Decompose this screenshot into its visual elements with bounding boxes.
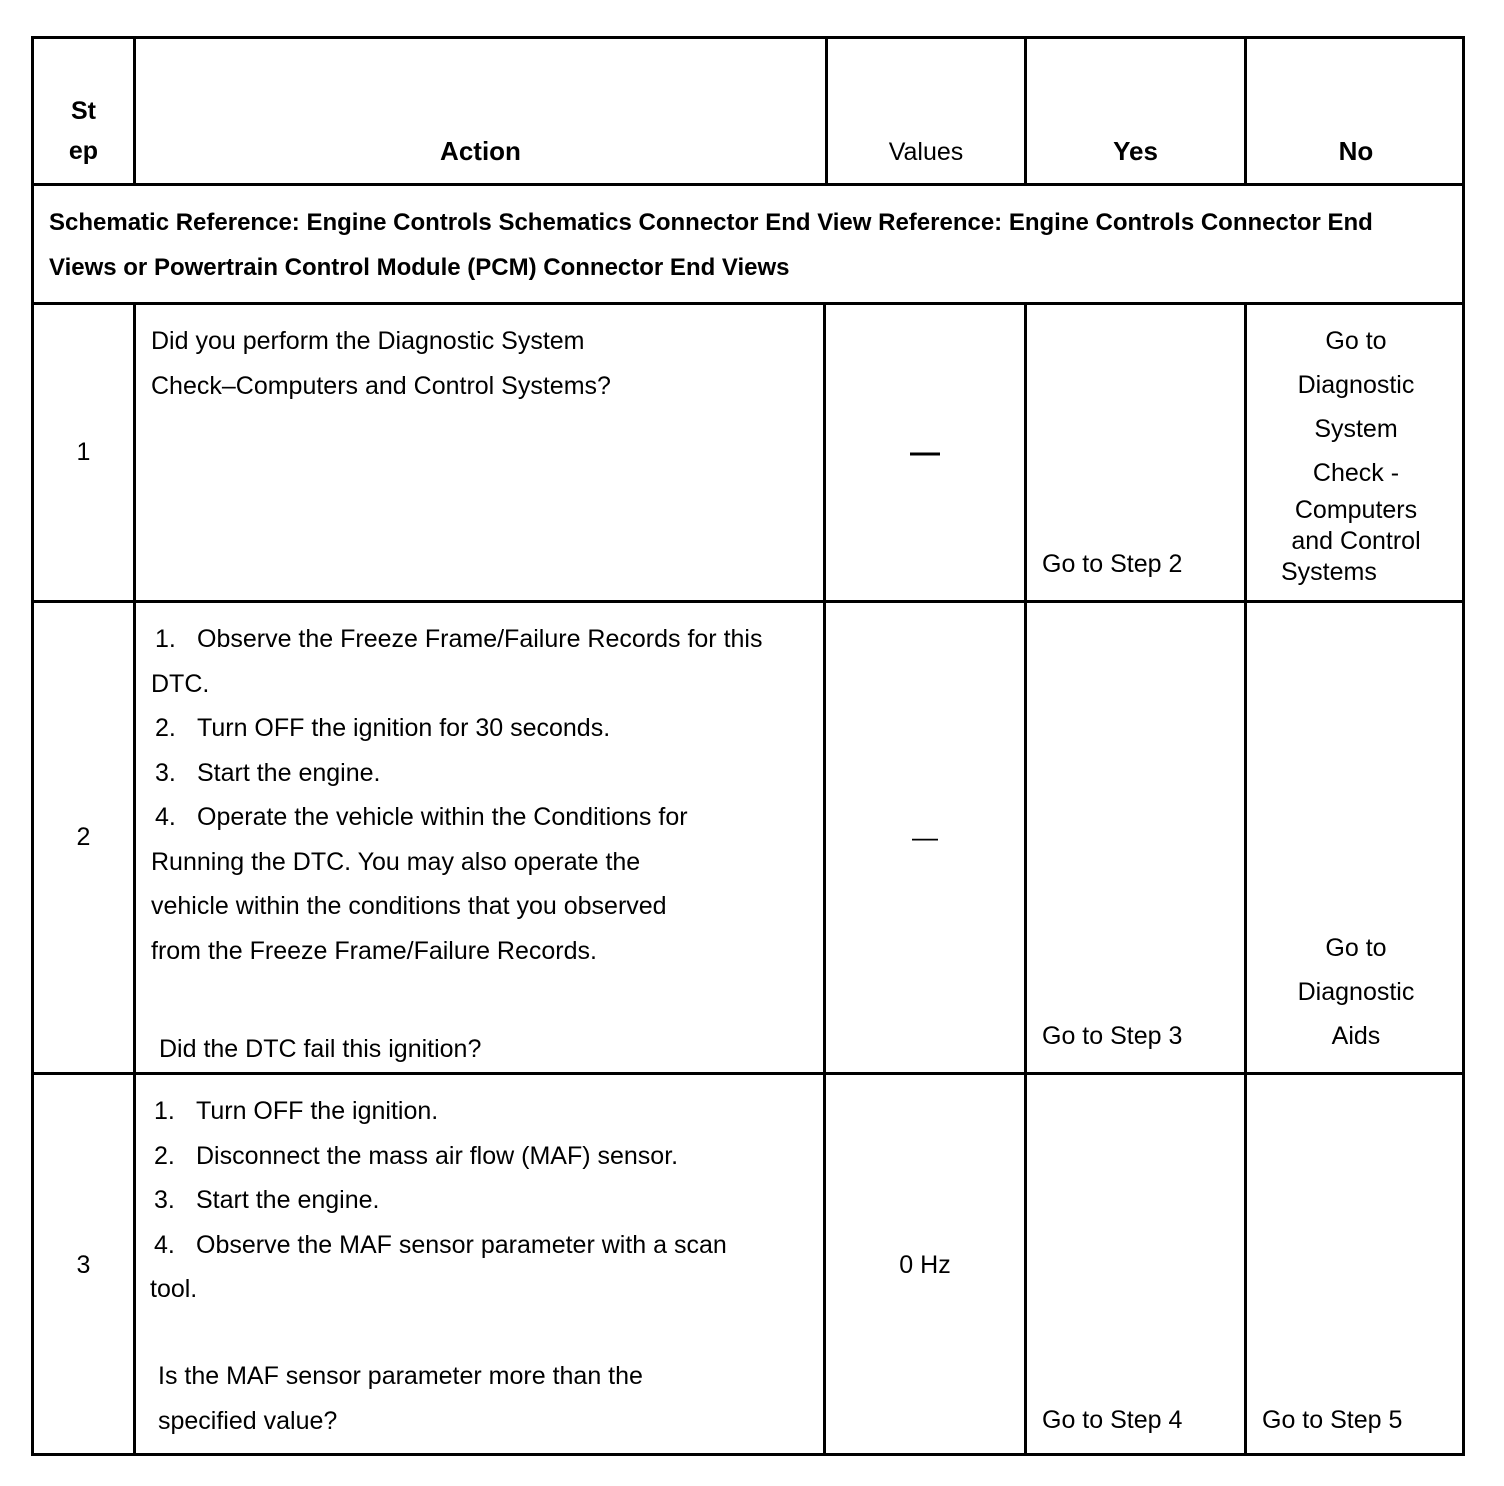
header-action-label: Action — [440, 136, 521, 166]
row2-yes — [1027, 603, 1244, 1072]
row2-no-line: Aids — [1331, 1022, 1381, 1050]
header-step — [34, 39, 133, 183]
row1-no-line: Computers — [1294, 496, 1418, 524]
schematic-reference: Schematic Reference: Engine Controls Schematics Connector End View Reference: Engine Controls Connector End Views or Powertrain Control Module (PCM) Connector End Views — [49, 209, 1373, 281]
list-item: 1. Observe the Freeze Frame/Failure Records for this DTC. — [151, 625, 763, 698]
row2-action — [136, 603, 823, 1072]
list-item: 4. Operate the vehicle within the Conditions for Running the DTC. You may also operate the vehicle within the conditions that you observed from the Freeze Frame/Failure Records. — [151, 803, 688, 965]
list-item-text: Observe the Freeze Frame/Failure Records for this DTC. — [151, 625, 763, 698]
header-action — [136, 39, 825, 183]
list-item: 4. Observe the MAF sensor parameter with a scan tool. — [150, 1230, 727, 1303]
row1-no-line: Systems — [1281, 558, 1377, 586]
list-item: 1. Turn OFF the ignition. — [154, 1097, 439, 1125]
row2-value: — — [912, 822, 938, 852]
list-item: 2. Turn OFF the ignition for 30 seconds. — [155, 714, 611, 742]
row1-yes — [1027, 305, 1244, 600]
row3-step: 3 — [76, 1251, 91, 1279]
row3-yes — [1027, 1075, 1244, 1456]
list-item-text: Start the engine. — [197, 758, 381, 787]
row1-no — [1247, 305, 1465, 600]
row2-no-line: Diagnostic — [1297, 978, 1415, 1006]
row1-no-line: System — [1314, 415, 1398, 443]
header-yes-label: Yes — [1113, 136, 1158, 166]
row2-step-list — [151, 617, 783, 973]
list-item-text: Turn OFF the ignition. — [196, 1097, 439, 1125]
row1-yes-label: Go to Step 2 — [1042, 549, 1183, 578]
list-item-text: Start the engine. — [196, 1186, 380, 1214]
row1-no-line: Diagnostic — [1297, 371, 1415, 399]
row3-no-label: Go to Step 5 — [1262, 1405, 1403, 1434]
list-item-text: Observe the MAF sensor parameter with a scan tool. — [150, 1230, 727, 1303]
list-item-text: Operate the vehicle within the Conditions for Running the DTC. You may also operate the vehicle within the conditions that you observed from the Freeze Frame/Failure Records. — [151, 803, 688, 965]
list-item-text: Turn OFF the ignition for 30 seconds. — [197, 714, 611, 742]
row1-no-line: and Control — [1291, 527, 1421, 555]
row3-step-list — [150, 1089, 763, 1312]
row1-no-line: Go to — [1325, 327, 1387, 355]
row3-question: Is the MAF sensor parameter more than the specified value? — [158, 1362, 643, 1435]
row1-value: — — [910, 435, 940, 469]
header-no-label: No — [1338, 136, 1374, 166]
row1-action: Did you perform the Diagnostic System Check–Computers and Control Systems? — [151, 327, 611, 400]
row2-question: Did the DTC fail this ignition? — [159, 1035, 482, 1063]
row2-step: 2 — [76, 823, 91, 851]
row1-no-line: Check - — [1312, 459, 1400, 487]
row2-no-line: Go to — [1325, 934, 1387, 962]
row1-step: 1 — [76, 438, 91, 466]
header-no — [1247, 39, 1465, 183]
row2-yes-label: Go to Step 3 — [1042, 1021, 1183, 1050]
row2-no — [1247, 603, 1465, 1072]
header-values-label: Values — [888, 138, 964, 166]
row3-action — [136, 1075, 823, 1456]
header-step-label: St ep — [68, 97, 99, 165]
list-item: 2. Disconnect the mass air flow (MAF) sensor. — [154, 1141, 679, 1170]
row3-no — [1247, 1075, 1465, 1456]
header-values — [828, 39, 1024, 183]
row3-value: 0 Hz — [899, 1251, 951, 1279]
list-item: 3. Start the engine. — [154, 1186, 380, 1214]
diagnostic-table — [31, 36, 1465, 1456]
row3-yes-label: Go to Step 4 — [1042, 1405, 1183, 1434]
list-item-text: Disconnect the mass air flow (MAF) sensor. — [196, 1141, 679, 1170]
header-yes — [1027, 39, 1244, 183]
list-item: 3. Start the engine. — [155, 758, 381, 787]
